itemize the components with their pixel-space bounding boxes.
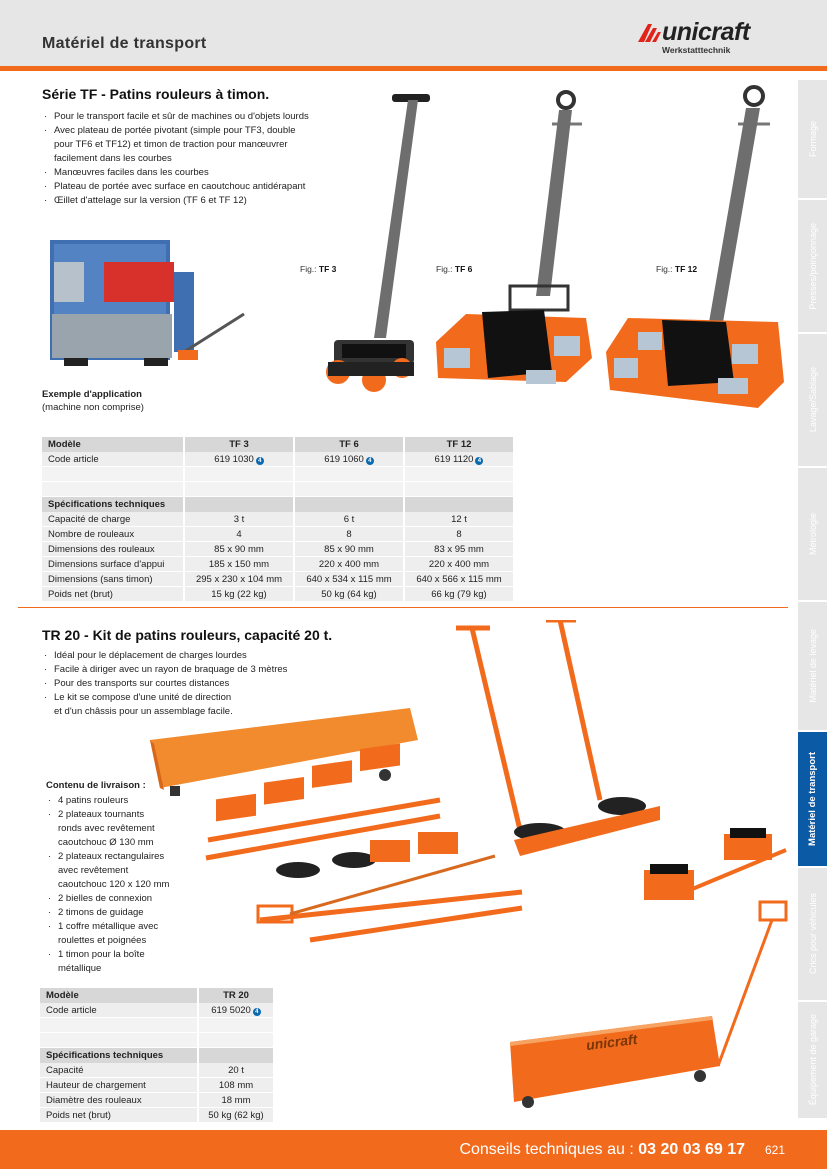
list-item: · 2 plateaux tournants — [46, 808, 206, 822]
footer-label: Conseils techniques au : — [459, 1141, 634, 1158]
tr20-spec-table — [38, 988, 275, 1123]
list-item: · Plateau de portée avec surface en caoutchouc antidérapant — [42, 180, 362, 194]
info-badge-icon: 4 — [256, 457, 264, 465]
category-sidebar — [798, 80, 827, 1120]
table-spacer-row — [42, 467, 513, 482]
article-code — [405, 452, 513, 467]
fig-label-text: TF 6 — [454, 264, 473, 274]
code-label: Code article — [40, 1003, 197, 1018]
spec-value: 85 x 90 mm — [295, 542, 403, 557]
list-item: · 2 timons de guidage — [46, 906, 206, 920]
sidebar-tab-label: Formage — [807, 120, 818, 157]
section-divider — [18, 607, 788, 608]
spec-value: 66 kg (79 kg) — [405, 587, 513, 602]
list-item: facilement dans les courbes — [54, 153, 172, 164]
table-row — [42, 572, 513, 587]
table-header-row — [40, 1048, 273, 1063]
table-row — [40, 1078, 273, 1093]
table-row — [40, 1093, 273, 1108]
table-spacer-row — [40, 1018, 273, 1033]
spec-value: 20 t — [199, 1063, 273, 1078]
fig-prefix-text: Fig.: — [656, 264, 673, 274]
table-row — [40, 1108, 273, 1123]
list-item: · 2 bielles de connexion — [46, 892, 206, 906]
article-code — [199, 1003, 273, 1018]
steering-unit-image — [450, 620, 790, 920]
table-row — [40, 1063, 273, 1078]
sidebar-tab-formage[interactable] — [798, 80, 827, 200]
spec-value: 6 t — [295, 512, 403, 527]
sidebar-tab-label: Crics pour véhicules — [807, 893, 818, 975]
table-row — [42, 452, 513, 467]
header-accent-bar — [0, 66, 827, 71]
contents-title: Contenu de livraison : — [46, 780, 146, 791]
spec-value: 15 kg (22 kg) — [185, 587, 293, 602]
list-item: métallique — [58, 963, 102, 974]
steel-box-image — [500, 896, 796, 1116]
spec-value: 640 x 534 x 115 mm — [295, 572, 403, 587]
spec-label: Capacité de charge — [42, 512, 183, 527]
sidebar-tab-label: Matériel de transport — [807, 752, 818, 846]
footer-contact — [459, 1141, 745, 1159]
tr-section-title: TR 20 - Kit de patins rouleurs, capacité 20 t. — [42, 627, 333, 643]
list-item: · Le kit se compose d'une unité de direction — [42, 691, 342, 705]
spec-value: 18 mm — [199, 1093, 273, 1108]
spec-value: 8 — [295, 527, 403, 542]
page-header — [0, 0, 827, 66]
sidebar-tab-label: Équipement de garage — [807, 1014, 818, 1106]
info-badge-icon: 4 — [253, 1008, 261, 1016]
spec-label: Poids net (brut) — [42, 587, 183, 602]
model-name: TF 3 — [185, 437, 293, 452]
spec-value: 8 — [405, 527, 513, 542]
table-row — [42, 557, 513, 572]
spec-label: Hauteur de chargement — [40, 1078, 197, 1093]
sidebar-tab-garage[interactable] — [798, 1002, 827, 1120]
page-number: 621 — [764, 1143, 785, 1157]
list-item: · 2 plateaux rectangulaires — [46, 850, 206, 864]
page-footer — [0, 1130, 827, 1169]
list-item: caoutchouc 120 x 120 mm — [58, 879, 170, 890]
table-row — [42, 512, 513, 527]
table-header-row — [42, 437, 513, 452]
sidebar-tab-levage[interactable] — [798, 602, 827, 732]
sidebar-tab-transport[interactable] — [798, 732, 827, 868]
spec-value: 85 x 90 mm — [185, 542, 293, 557]
list-item: · Manœuvres faciles dans les courbes — [42, 166, 362, 180]
section-title: Matériel de transport — [42, 35, 207, 52]
fig-prefix-text: Fig.: — [300, 264, 317, 274]
spec-value: 50 kg (62 kg) — [199, 1108, 273, 1123]
table-spacer-row — [42, 482, 513, 497]
box-logo-text: unicraft — [585, 1030, 639, 1054]
spec-value: 4 — [185, 527, 293, 542]
code-label: Code article — [42, 452, 183, 467]
article-code — [185, 452, 293, 467]
spec-value: 12 t — [405, 512, 513, 527]
fig-prefix-text: Fig.: — [436, 264, 453, 274]
fig-label-tf3 — [300, 264, 336, 274]
list-item: · Pour des transports sur courtes distances — [42, 677, 342, 691]
sidebar-tab-crics[interactable] — [798, 868, 827, 1002]
application-caption — [42, 388, 144, 414]
specs-header: Spécifications techniques — [42, 497, 183, 512]
table-row — [42, 527, 513, 542]
list-item: et d'un châssis pour un assemblage facile. — [54, 706, 233, 717]
contents-list — [46, 794, 206, 976]
spec-value: 220 x 400 mm — [295, 557, 403, 572]
list-item: · Œillet d'attelage sur la version (TF 6 et TF 12) — [42, 194, 362, 208]
footer-phone[interactable]: 03 20 03 69 17 — [638, 1141, 745, 1158]
tf12-image — [598, 82, 788, 412]
logo-text: unicraft — [662, 18, 750, 46]
tf-section-title: Série TF - Patins rouleurs à timon. — [42, 86, 270, 102]
spec-value: 3 t — [185, 512, 293, 527]
article-code — [295, 452, 403, 467]
list-item: avec revêtement — [58, 865, 129, 876]
sidebar-tab-label: Presses/poinçonnage — [807, 222, 818, 310]
list-item: caoutchouc Ø 130 mm — [58, 837, 154, 848]
list-item: ronds avec revêtement — [58, 823, 155, 834]
article-code-text: 619 1060 — [324, 453, 364, 465]
article-code-text: 619 1030 — [214, 453, 254, 465]
spec-label: Dimensions des rouleaux — [42, 542, 183, 557]
tf-feature-list — [42, 110, 362, 208]
spec-label: Capacité — [40, 1063, 197, 1078]
fig-label-text: TF 12 — [674, 264, 698, 274]
table-spacer-row — [40, 1033, 273, 1048]
table-header-row — [42, 497, 513, 512]
spec-value: 50 kg (64 kg) — [295, 587, 403, 602]
table-row — [42, 587, 513, 602]
list-item: · 1 coffre métallique avec — [46, 920, 206, 934]
list-item: roulettes et poignées — [58, 935, 147, 946]
list-item: · Avec plateau de portée pivotant (simple pour TF3, double — [42, 124, 362, 138]
application-caption-title: Exemple d'application — [42, 389, 142, 400]
model-name: TF 6 — [295, 437, 403, 452]
spec-label: Dimensions (sans timon) — [42, 572, 183, 587]
spec-value: 185 x 150 mm — [185, 557, 293, 572]
spec-label: Nombre de rouleaux — [42, 527, 183, 542]
logo-subtitle: Werkstatttechnik — [662, 45, 731, 55]
article-code-text: 619 1120 — [434, 453, 474, 465]
list-item: · 1 timon pour la boîte — [46, 948, 206, 962]
sidebar-tab-label: Métrologie — [807, 512, 818, 556]
spec-value: 640 x 566 x 115 mm — [405, 572, 513, 587]
spec-label: Dimensions surface d'appui — [42, 557, 183, 572]
model-header: Modèle — [40, 988, 197, 1003]
sidebar-tab-presses[interactable] — [798, 200, 827, 334]
list-item: · 4 patins rouleurs — [46, 794, 206, 808]
unicraft-logo — [636, 18, 801, 58]
article-code-text: 619 5020 — [211, 1004, 251, 1016]
sidebar-tab-metrologie[interactable] — [798, 468, 827, 602]
spec-value: 220 x 400 mm — [405, 557, 513, 572]
fig-label-tf6 — [436, 264, 472, 274]
spec-label: Poids net (brut) — [40, 1108, 197, 1123]
model-name: TR 20 — [199, 988, 273, 1003]
spec-value: 83 x 95 mm — [405, 542, 513, 557]
application-machine-image — [44, 232, 250, 382]
tf6-image — [426, 86, 596, 386]
spec-value: 108 mm — [199, 1078, 273, 1093]
sidebar-tab-label: Matériel de levage — [807, 629, 818, 703]
table-row — [42, 542, 513, 557]
specs-header: Spécifications techniques — [40, 1048, 197, 1063]
list-item: · Idéal pour le déplacement de charges lourdes — [42, 649, 342, 663]
spec-value: 295 x 230 x 104 mm — [185, 572, 293, 587]
list-item: · Pour le transport facile et sûr de machines ou d'objets lourds — [42, 110, 362, 124]
sidebar-tab-lavage[interactable] — [798, 334, 827, 468]
model-name: TF 12 — [405, 437, 513, 452]
list-item: · Facile à diriger avec un rayon de braquage de 3 mètres — [42, 663, 342, 677]
fig-label-tf12 — [656, 264, 697, 274]
fig-label-text: TF 3 — [318, 264, 337, 274]
table-header-row — [40, 988, 273, 1003]
table-row — [40, 1003, 273, 1018]
sidebar-tab-label: Lavage/Sablage — [807, 367, 818, 433]
application-caption-note: (machine non comprise) — [42, 402, 144, 413]
info-badge-icon: 4 — [475, 457, 483, 465]
list-item: pour TF6 et TF12) et timon de traction pour manœuvrer — [54, 139, 288, 150]
info-badge-icon: 4 — [366, 457, 374, 465]
model-header: Modèle — [42, 437, 183, 452]
tf-spec-table — [40, 437, 515, 602]
tf3-image — [318, 88, 438, 398]
logo-mark-icon — [636, 20, 662, 46]
spec-label: Diamètre des rouleaux — [40, 1093, 197, 1108]
